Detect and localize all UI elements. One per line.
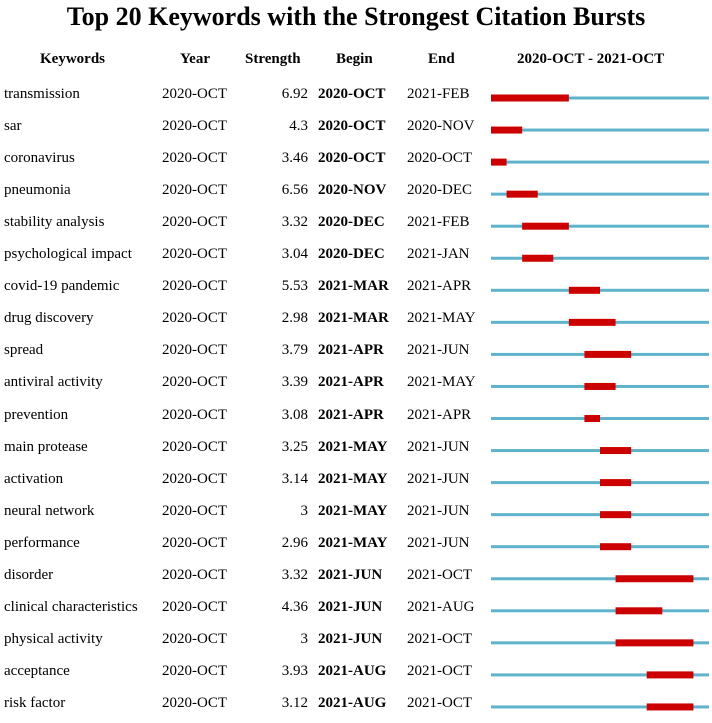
keyword-cell: covid-19 pandemic (4, 278, 120, 295)
burst-bar (647, 671, 694, 678)
header-strength: Strength (245, 51, 301, 67)
end-cell: 2020-OCT (407, 150, 472, 167)
strength-cell: 3.79 (281, 342, 308, 359)
burst-bar (569, 319, 616, 326)
year-cell: 2020-OCT (162, 246, 227, 263)
header-end: End (428, 51, 455, 67)
year-cell: 2020-OCT (162, 470, 227, 487)
end-cell: 2021-JAN (407, 246, 470, 263)
burst-bar (616, 639, 694, 646)
strength-cell: 5.53 (281, 278, 308, 295)
chart-title: Top 20 Keywords with the Strongest Citation Bursts (66, 2, 646, 31)
strength-cell: 2.96 (281, 534, 308, 551)
year-cell: 2020-OCT (162, 502, 227, 519)
header-keywords: Keywords (40, 51, 105, 67)
begin-cell: 2021-MAR (318, 278, 389, 295)
begin-cell: 2021-AUG (318, 694, 387, 711)
end-cell: 2021-FEB (407, 86, 470, 102)
keyword-cell: performance (4, 534, 80, 551)
end-cell: 2021-APR (407, 406, 472, 423)
year-cell: 2020-OCT (162, 534, 227, 551)
timeline-baseline (491, 161, 709, 164)
strength-cell: 3.39 (281, 374, 308, 391)
burst-bar (491, 159, 507, 166)
begin-cell: 2021-APR (318, 406, 384, 423)
year-cell: 2020-OCT (162, 342, 227, 359)
strength-cell: 3.04 (281, 246, 308, 263)
year-cell: 2020-OCT (162, 86, 227, 102)
year-cell: 2020-OCT (162, 150, 227, 167)
begin-cell: 2020-DEC (318, 214, 385, 231)
burst-bar (584, 351, 631, 358)
begin-cell: 2020-OCT (318, 118, 386, 135)
year-cell: 2020-OCT (162, 406, 227, 423)
header-year: Year (180, 51, 210, 67)
keyword-cell: drug discovery (4, 310, 94, 327)
end-cell: 2021-JUN (407, 438, 470, 455)
keyword-cell: activation (4, 470, 64, 487)
end-cell: 2021-MAY (407, 374, 476, 391)
strength-cell: 3 (300, 502, 308, 519)
strength-cell: 3 (300, 630, 308, 647)
burst-bar (584, 415, 600, 422)
keyword-cell: coronavirus (4, 150, 75, 167)
begin-cell: 2020-OCT (318, 150, 386, 167)
strength-cell: 2.98 (281, 310, 308, 327)
year-cell: 2020-OCT (162, 438, 227, 455)
header-begin: Begin (336, 51, 373, 67)
burst-bar (584, 383, 615, 390)
begin-cell: 2021-JUN (318, 566, 383, 583)
strength-cell: 3.08 (281, 406, 308, 423)
burst-bar (507, 191, 538, 198)
strength-cell: 4.3 (289, 118, 308, 135)
end-cell: 2021-OCT (407, 566, 472, 583)
begin-cell: 2021-JUN (318, 598, 383, 615)
keyword-cell: acceptance (4, 662, 70, 679)
keyword-cell: physical activity (4, 630, 103, 647)
burst-bar (569, 287, 600, 294)
burst-bar (616, 575, 694, 582)
burst-bar (600, 543, 631, 550)
keyword-cell: transmission (4, 86, 80, 102)
end-cell: 2021-APR (407, 278, 472, 295)
year-cell: 2020-OCT (162, 374, 227, 391)
strength-cell: 6.56 (281, 182, 308, 199)
timeline-baseline (491, 609, 709, 612)
burst-bar (600, 479, 631, 486)
keyword-cell: neural network (4, 502, 95, 519)
strength-cell: 6.92 (281, 86, 308, 102)
timeline-baseline (491, 129, 709, 132)
keyword-cell: psychological impact (4, 246, 132, 263)
strength-cell: 3.46 (281, 150, 308, 167)
keyword-cell: prevention (4, 406, 69, 423)
keyword-cell: spread (4, 342, 44, 359)
end-cell: 2021-OCT (407, 662, 472, 679)
end-cell: 2021-OCT (407, 694, 472, 711)
header-range: 2020-OCT - 2021-OCT (517, 51, 665, 67)
strength-cell: 3.93 (281, 662, 308, 679)
year-cell: 2020-OCT (162, 566, 227, 583)
end-cell: 2021-JUN (407, 502, 470, 519)
begin-cell: 2020-DEC (318, 246, 385, 263)
year-cell: 2020-OCT (162, 694, 227, 711)
keyword-cell: main protease (4, 438, 88, 455)
burst-bar (522, 223, 569, 230)
begin-cell: 2021-MAY (318, 438, 388, 455)
year-cell: 2020-OCT (162, 118, 227, 135)
end-cell: 2021-JUN (407, 470, 470, 487)
year-cell: 2020-OCT (162, 214, 227, 231)
begin-cell: 2021-MAR (318, 310, 389, 327)
end-cell: 2021-MAY (407, 310, 476, 327)
year-cell: 2020-OCT (162, 662, 227, 679)
keyword-cell: disorder (4, 566, 54, 583)
begin-cell: 2020-OCT (318, 86, 386, 102)
end-cell: 2021-JUN (407, 534, 470, 551)
keyword-cell: risk factor (4, 694, 66, 711)
begin-cell: 2021-APR (318, 342, 384, 359)
keyword-cell: clinical characteristics (4, 598, 138, 615)
burst-bar (616, 607, 663, 614)
begin-cell: 2020-NOV (318, 182, 387, 199)
strength-cell: 3.25 (281, 438, 308, 455)
end-cell: 2021-AUG (407, 598, 475, 615)
strength-cell: 3.32 (281, 566, 308, 583)
burst-bar (600, 511, 631, 518)
burst-bar (600, 447, 631, 454)
begin-cell: 2021-MAY (318, 534, 388, 551)
end-cell: 2021-FEB (407, 214, 470, 231)
begin-cell: 2021-MAY (318, 470, 388, 487)
keyword-cell: pneumonia (4, 182, 71, 199)
strength-cell: 3.14 (281, 470, 308, 487)
keyword-cell: sar (4, 118, 22, 135)
year-cell: 2020-OCT (162, 598, 227, 615)
year-cell: 2020-OCT (162, 278, 227, 295)
keyword-cell: stability analysis (4, 214, 105, 231)
keyword-cell: antiviral activity (4, 374, 103, 391)
year-cell: 2020-OCT (162, 310, 227, 327)
begin-cell: 2021-APR (318, 374, 384, 391)
year-cell: 2020-OCT (162, 630, 227, 647)
burst-bar (647, 703, 694, 710)
burst-bar (491, 127, 522, 134)
begin-cell: 2021-AUG (318, 662, 387, 679)
begin-cell: 2021-MAY (318, 502, 388, 519)
strength-cell: 4.36 (281, 598, 308, 615)
end-cell: 2021-JUN (407, 342, 470, 359)
year-cell: 2020-OCT (162, 182, 227, 199)
burst-bar (522, 255, 553, 262)
strength-cell: 3.12 (281, 694, 308, 711)
end-cell: 2021-OCT (407, 630, 472, 647)
end-cell: 2020-NOV (407, 118, 475, 135)
burst-bar (491, 95, 569, 102)
strength-cell: 3.32 (281, 214, 308, 231)
begin-cell: 2021-JUN (318, 630, 383, 647)
end-cell: 2020-DEC (407, 182, 472, 199)
